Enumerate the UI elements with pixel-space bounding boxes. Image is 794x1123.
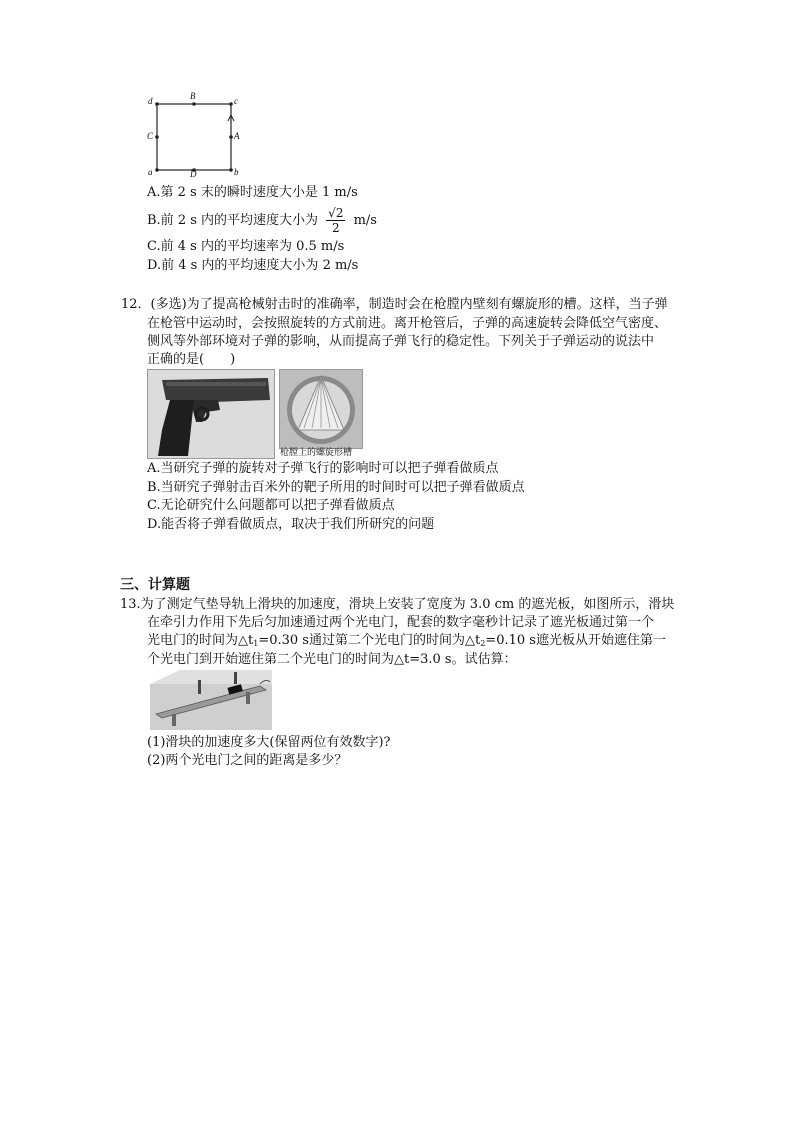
square-path-figure bbox=[145, 91, 245, 180]
q13-stem-line-3 bbox=[147, 632, 666, 653]
q12-option-a: A.当研究子弹的旋转对子弹飞行的影响时可以把子弹看做质点 bbox=[147, 461, 499, 476]
q12-stem-line-3: 侧风等外部环境对子弹的影响，从而提高子弹飞行的稳定性。下列关于子弹运动的说法中 bbox=[147, 334, 655, 349]
air-track-image bbox=[150, 670, 272, 730]
subscript-2: 2 bbox=[480, 639, 486, 648]
q11-option-d: D.前 4 s 内的平均速度大小为 2 m/s bbox=[147, 258, 359, 273]
rifling-groove-icon bbox=[280, 370, 362, 448]
air-track-icon bbox=[150, 670, 272, 730]
q12-option-d: D.能否将子弹看做质点，取决于我们所研究的问题 bbox=[147, 517, 435, 532]
q13-line3-part-c: =0.10 s遮光板从开始遮住第一 bbox=[485, 633, 666, 648]
q11-option-b-suffix: m/s bbox=[353, 213, 377, 228]
q11-option-a: A.第 2 s 末的瞬时速度大小是 1 m/s bbox=[147, 185, 358, 200]
label-A: A bbox=[234, 131, 240, 141]
label-a: a bbox=[148, 167, 153, 177]
fraction-numerator: √2 bbox=[328, 206, 344, 220]
q12-option-b: B.当研究子弹射击百米外的靶子所用的时间时可以把子弹看做质点 bbox=[147, 480, 525, 495]
fraction-denominator: 2 bbox=[331, 221, 340, 235]
label-C: C bbox=[147, 131, 154, 141]
rifling-image bbox=[279, 369, 363, 449]
section-title-calculation: 三、计算题 bbox=[120, 577, 190, 593]
q13-line3-part-a: 光电门的时间为△t bbox=[147, 633, 254, 648]
label-d: d bbox=[148, 96, 153, 106]
subscript-1: 1 bbox=[253, 639, 259, 648]
q11-option-b bbox=[147, 203, 377, 239]
square-path-diagram bbox=[145, 95, 245, 180]
q13-sub-question-1: (1)滑块的加速度多大(保留两位有效数字)? bbox=[147, 735, 391, 750]
rifling-image-caption: 枪膛上的螺旋形槽 bbox=[280, 448, 353, 458]
q13-stem-line-4: 个光电门到开始遮住第二个光电门的时间为△t=3.0 s。试估算： bbox=[147, 652, 517, 667]
q13-stem-line-2: 在牵引力作用下先后匀加速通过两个光电门，配套的数字毫秒计记录了遮光板通过第一个 bbox=[147, 615, 655, 630]
q13-line3-part-b: =0.30 s通过第二个光电门的时间为△t bbox=[258, 633, 481, 648]
q12-stem-line-4: 正确的是( ) bbox=[147, 352, 236, 367]
label-D: D bbox=[190, 169, 197, 179]
q12-stem-line-2: 在枪管中运动时，会按照旋转的方式前进。离开枪管后，子弹的高速旋转会降低空气密度、 bbox=[147, 316, 668, 331]
pistol-icon bbox=[148, 370, 274, 458]
label-b: b bbox=[234, 167, 239, 177]
q12-stem-line-1: 12．(多选)为了提高枪械射击时的准确率，制造时会在枪膛内壁刻有螺旋形的槽。这样，当子弹 bbox=[121, 297, 668, 312]
label-c: c bbox=[234, 96, 238, 106]
pistol-image bbox=[147, 369, 275, 459]
q13-stem-line-1: 13.为了测定气垫导轨上滑块的加速度，滑块上安装了宽度为 3.0 cm 的遮光板，如图所示，滑块 bbox=[120, 597, 675, 612]
q11-option-c: C.前 4 s 内的平均速率为 0.5 m/s bbox=[147, 239, 345, 254]
sqrt2-over-2-fraction bbox=[326, 206, 345, 235]
label-B: B bbox=[190, 91, 196, 101]
q13-sub-question-2: (2)两个光电门之间的距离是多少？ bbox=[147, 753, 348, 768]
q11-option-b-prefix: B.前 2 s 内的平均速度大小为 bbox=[147, 213, 319, 228]
q12-option-c: C.无论研究什么问题都可以把子弹看做质点 bbox=[147, 498, 395, 513]
